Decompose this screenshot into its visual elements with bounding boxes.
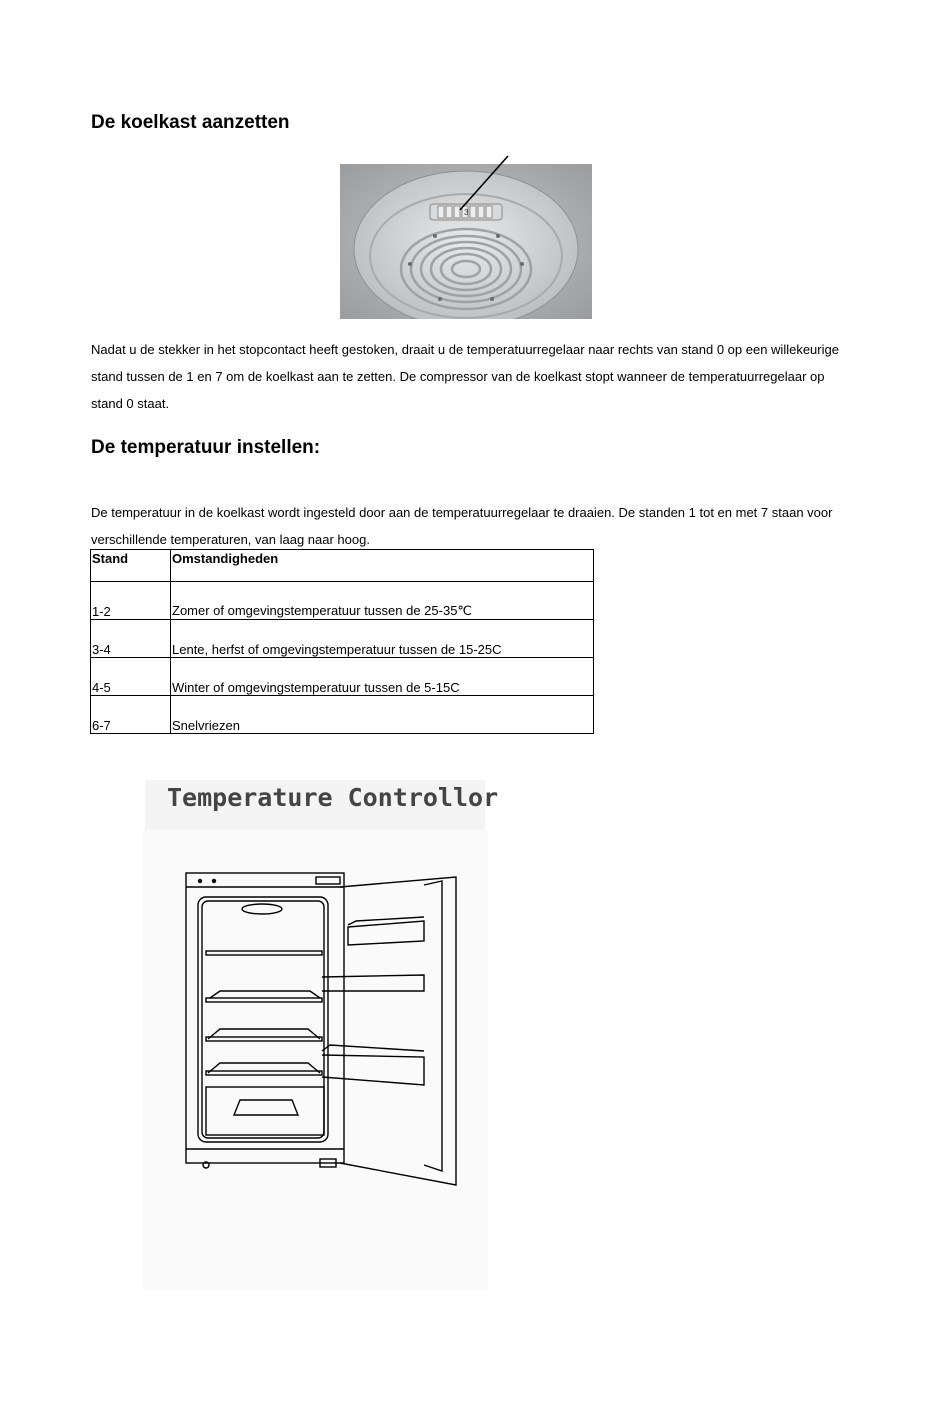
dial-number: 3: [464, 208, 469, 217]
pointer-line: [440, 150, 520, 220]
controller-label-box: [145, 780, 499, 830]
table-row: [91, 658, 594, 696]
table-cell-condition: Snelvriezen: [171, 696, 594, 734]
table-row: [91, 696, 594, 734]
paragraph-switch-on: Nadat u de stekker in het stopcontact heeft gestoken, draait u de temperatuurregelaar naar rechts van stand 0 op een willekeurige stand tussen de 1 en 7 om de koelkast aan te zetten. De compressor van de koelkast stopt wanneer de temperatuurregelaar op stand 0 staat.: [91, 342, 839, 411]
paragraph-set-temperature: De temperatuur in de koelkast wordt ingesteld door aan de temperatuurregelaar te draaien. De standen 1 tot en met 7 staan voor verschillende temperaturen, van laag naar hoog.: [91, 505, 833, 547]
heading-switch-on: De koelkast aanzetten: [91, 112, 290, 133]
table-row: [91, 582, 594, 620]
table-cell-condition: Winter of omgevingstemperatuur tussen de 5-15C: [171, 658, 594, 696]
table-cell-stand: 3-4: [91, 620, 171, 658]
table-cell-stand: 4-5: [91, 658, 171, 696]
heading-set-temperature: De temperatuur instellen:: [91, 437, 321, 458]
table-cell-stand: 1-2: [91, 582, 171, 620]
table-cell-stand: 6-7: [91, 696, 171, 734]
table-cell-condition: Lente, herfst of omgevingstemperatuur tussen de 15-25C: [171, 620, 594, 658]
table-cell-condition: Zomer of omgevingstemperatuur tussen de 25-35℃: [171, 582, 594, 620]
controller-label: Temperature Controllor: [167, 783, 499, 812]
fridge-diagram: [180, 865, 470, 1195]
table-header-stand: Stand: [91, 550, 171, 582]
table-header-conditions: Omstandigheden: [171, 550, 594, 582]
settings-table: [90, 549, 594, 734]
table-row: [91, 620, 594, 658]
